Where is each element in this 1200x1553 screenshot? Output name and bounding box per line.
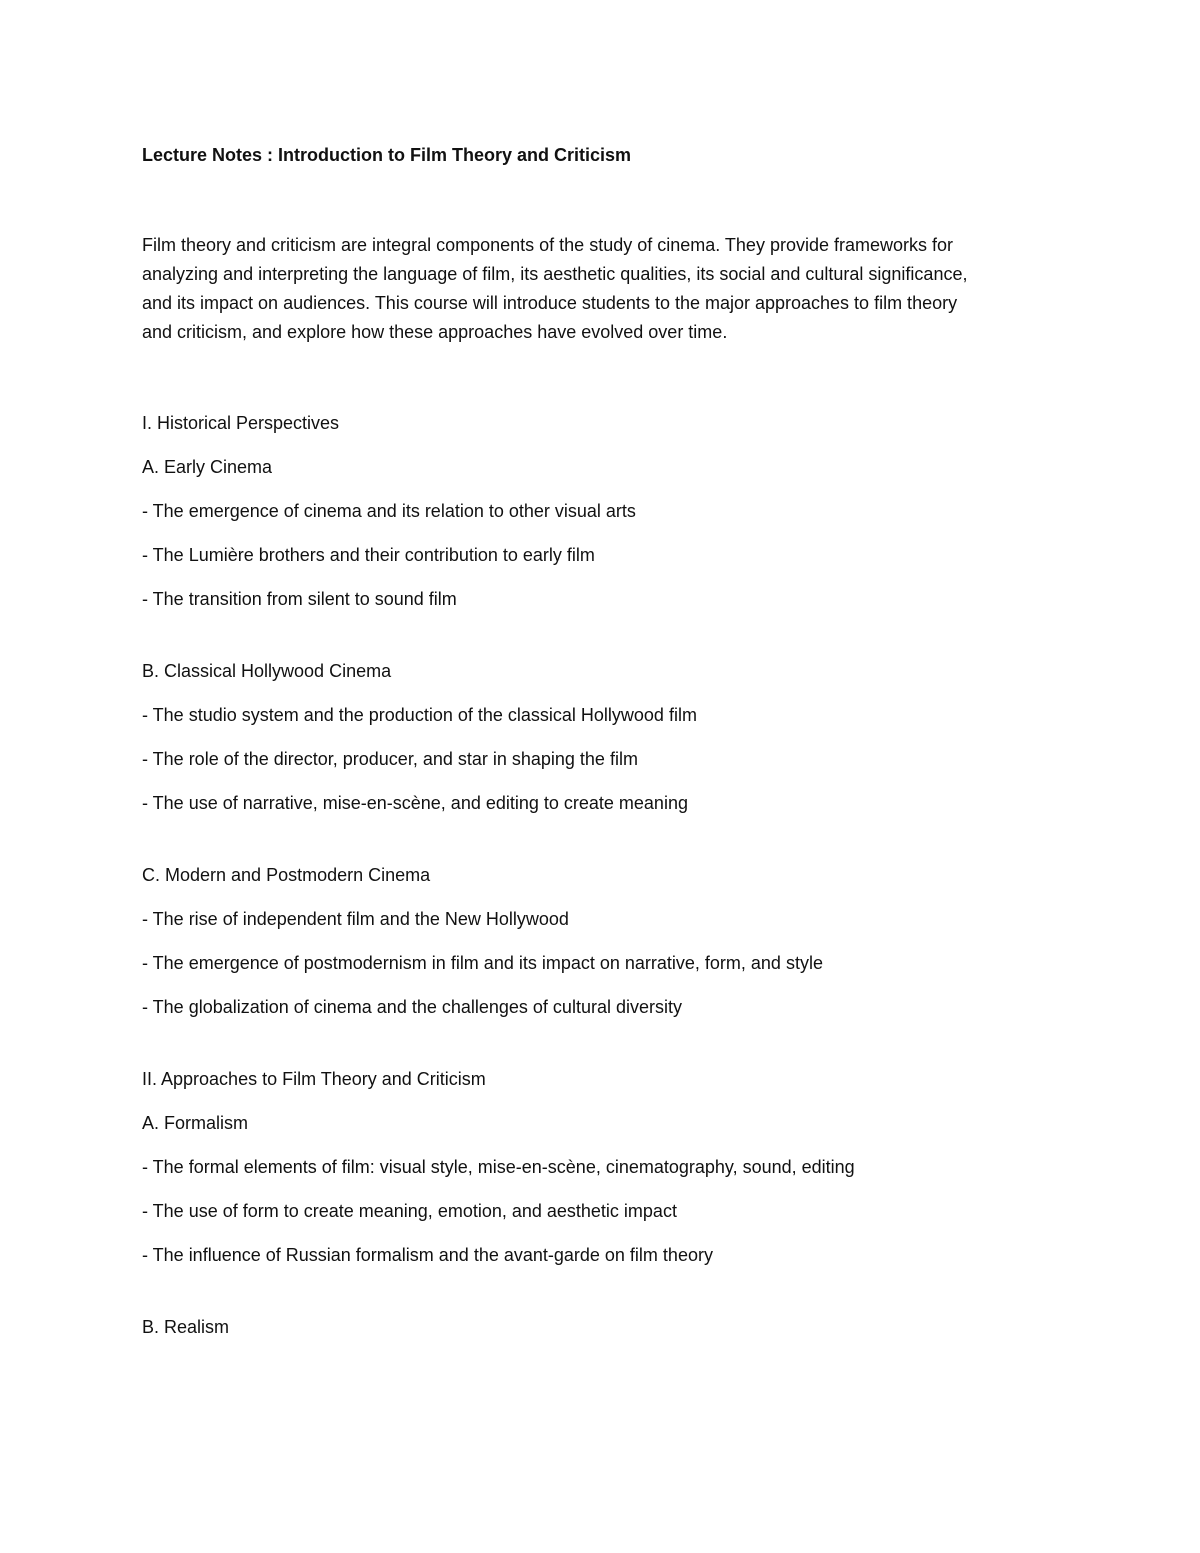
section-heading-historical: I. Historical Perspectives [142,413,340,433]
intro-line: and criticism, and explore how these approaches have evolved over time. [142,322,728,342]
subsection-modern-postmodern [142,861,1062,1021]
list-item: - The studio system and the production of the classical Hollywood film [142,705,697,725]
document-title: Lecture Notes : Introduction to Film Theory and Criticism [142,145,632,165]
intro-line: Film theory and criticism are integral components of the study of cinema. They provide frameworks for [142,235,954,255]
section-heading-approaches: II. Approaches to Film Theory and Criticism [142,1069,486,1089]
subsection-classical-hollywood [142,657,1062,817]
list-item: - The role of the director, producer, and star in shaping the film [142,749,638,769]
list-item: - The transition from silent to sound film [142,589,457,609]
subsection-heading: B. Realism [142,1317,230,1337]
subsection-heading: B. Classical Hollywood Cinema [142,661,392,681]
list-item: - The globalization of cinema and the challenges of cultural diversity [142,997,682,1017]
intro-line: and its impact on audiences. This course will introduce students to the major approaches to film theory [142,293,958,313]
subsection-early-cinema [142,453,1062,613]
subsection-realism [142,1313,1062,1341]
subsection-heading: A. Early Cinema [142,457,273,477]
list-item: - The formal elements of film: visual style, mise-en-scène, cinematography, sound, editing [142,1157,855,1177]
document-content [142,141,1062,1341]
section-approaches [142,1065,1062,1269]
subsection-heading: C. Modern and Postmodern Cinema [142,865,431,885]
list-item: - The use of form to create meaning, emotion, and aesthetic impact [142,1201,677,1221]
list-item: - The Lumière brothers and their contribution to early film [142,545,595,565]
subsection-heading: A. Formalism [142,1113,249,1133]
list-item: - The rise of independent film and the New Hollywood [142,909,569,929]
intro-paragraph [142,231,1062,347]
list-item: - The use of narrative, mise-en-scène, and editing to create meaning [142,793,688,813]
list-item: - The emergence of postmodernism in film and its impact on narrative, form, and style [142,953,823,973]
list-item: - The emergence of cinema and its relation to other visual arts [142,501,636,521]
list-item: - The influence of Russian formalism and the avant-garde on film theory [142,1245,713,1265]
intro-line: analyzing and interpreting the language of film, its aesthetic qualities, its social and cultural significance, [142,264,968,284]
